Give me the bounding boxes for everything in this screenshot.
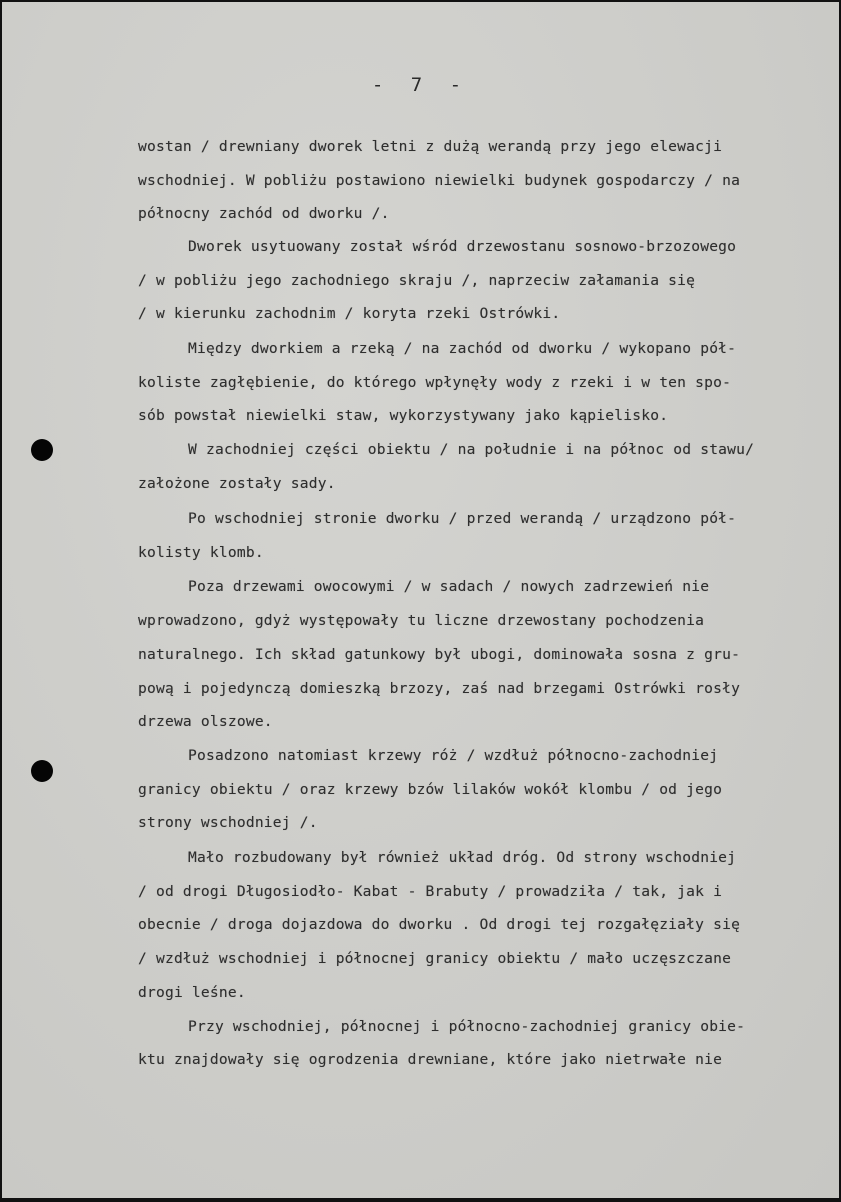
page-number: - 7 - xyxy=(371,74,470,96)
text-line: / w pobliżu jego zachodniego skraju /, naprzeciw załamania się xyxy=(138,272,696,289)
text-line: pową i pojedynczą domieszką brzozy, zaś nad brzegami Ostrówki rosły xyxy=(138,680,741,697)
text-line: Posadzono natomiast krzewy róż / wzdłuż północno-zachodniej xyxy=(188,747,719,764)
text-line: Przy wschodniej, północnej i północno-zachodniej granicy obie- xyxy=(188,1018,746,1035)
punch-hole-top xyxy=(31,439,53,461)
text-line: strony wschodniej /. xyxy=(138,814,318,831)
text-line: sób powstał niewielki staw, wykorzystywany jako kąpielisko. xyxy=(138,407,669,424)
text-line: Mało rozbudowany był również układ dróg. Od strony wschodniej xyxy=(188,849,737,866)
text-line: drogi leśne. xyxy=(138,984,246,1001)
text-line: wostan / drewniany dworek letni z dużą werandą przy jego elewacji xyxy=(138,138,723,155)
text-line: Między dworkiem a rzeką / na zachód od dworku / wykopano pół- xyxy=(188,340,737,357)
text-line: Poza drzewami owocowymi / w sadach / nowych zadrzewień nie xyxy=(188,578,710,595)
text-line: Dworek usytuowany został wśród drzewostanu sosnowo-brzozowego xyxy=(188,238,737,255)
text-line: drzewa olszowe. xyxy=(138,713,273,730)
text-line: wprowadzono, gdyż występowały tu liczne drzewostany pochodzenia xyxy=(138,612,705,629)
text-line: wschodniej. W pobliżu postawiono niewielki budynek gospodarczy / na xyxy=(138,172,741,189)
text-line: W zachodniej części obiektu / na południe i na północ od stawu/ xyxy=(188,441,755,458)
text-line: koliste zagłębienie, do którego wpłynęły wody z rzeki i w ten spo- xyxy=(138,374,732,391)
text-line: granicy obiektu / oraz krzewy bzów lilaków wokół klombu / od jego xyxy=(138,781,723,798)
text-line: / w kierunku zachodnim / koryta rzeki Ostrówki. xyxy=(138,305,561,322)
text-line: / wzdłuż wschodniej i północnej granicy obiektu / mało uczęszczane xyxy=(138,950,732,967)
punch-hole-bottom xyxy=(31,760,53,782)
text-line: Po wschodniej stronie dworku / przed werandą / urządzono pół- xyxy=(188,510,737,527)
document-page xyxy=(2,2,839,1198)
text-line: kolisty klomb. xyxy=(138,544,264,561)
text-line: ktu znajdowały się ogrodzenia drewniane, które jako nietrwałe nie xyxy=(138,1051,723,1068)
text-line: obecnie / droga dojazdowa do dworku . Od drogi tej rozgałęziały się xyxy=(138,916,741,933)
text-line: naturalnego. Ich skład gatunkowy był ubogi, dominowała sosna z gru- xyxy=(138,646,741,663)
text-line: / od drogi Długosiodło- Kabat - Brabuty / prowadziła / tak, jak i xyxy=(138,883,723,900)
text-line: północny zachód od dworku /. xyxy=(138,205,390,222)
text-line: założone zostały sady. xyxy=(138,475,336,492)
